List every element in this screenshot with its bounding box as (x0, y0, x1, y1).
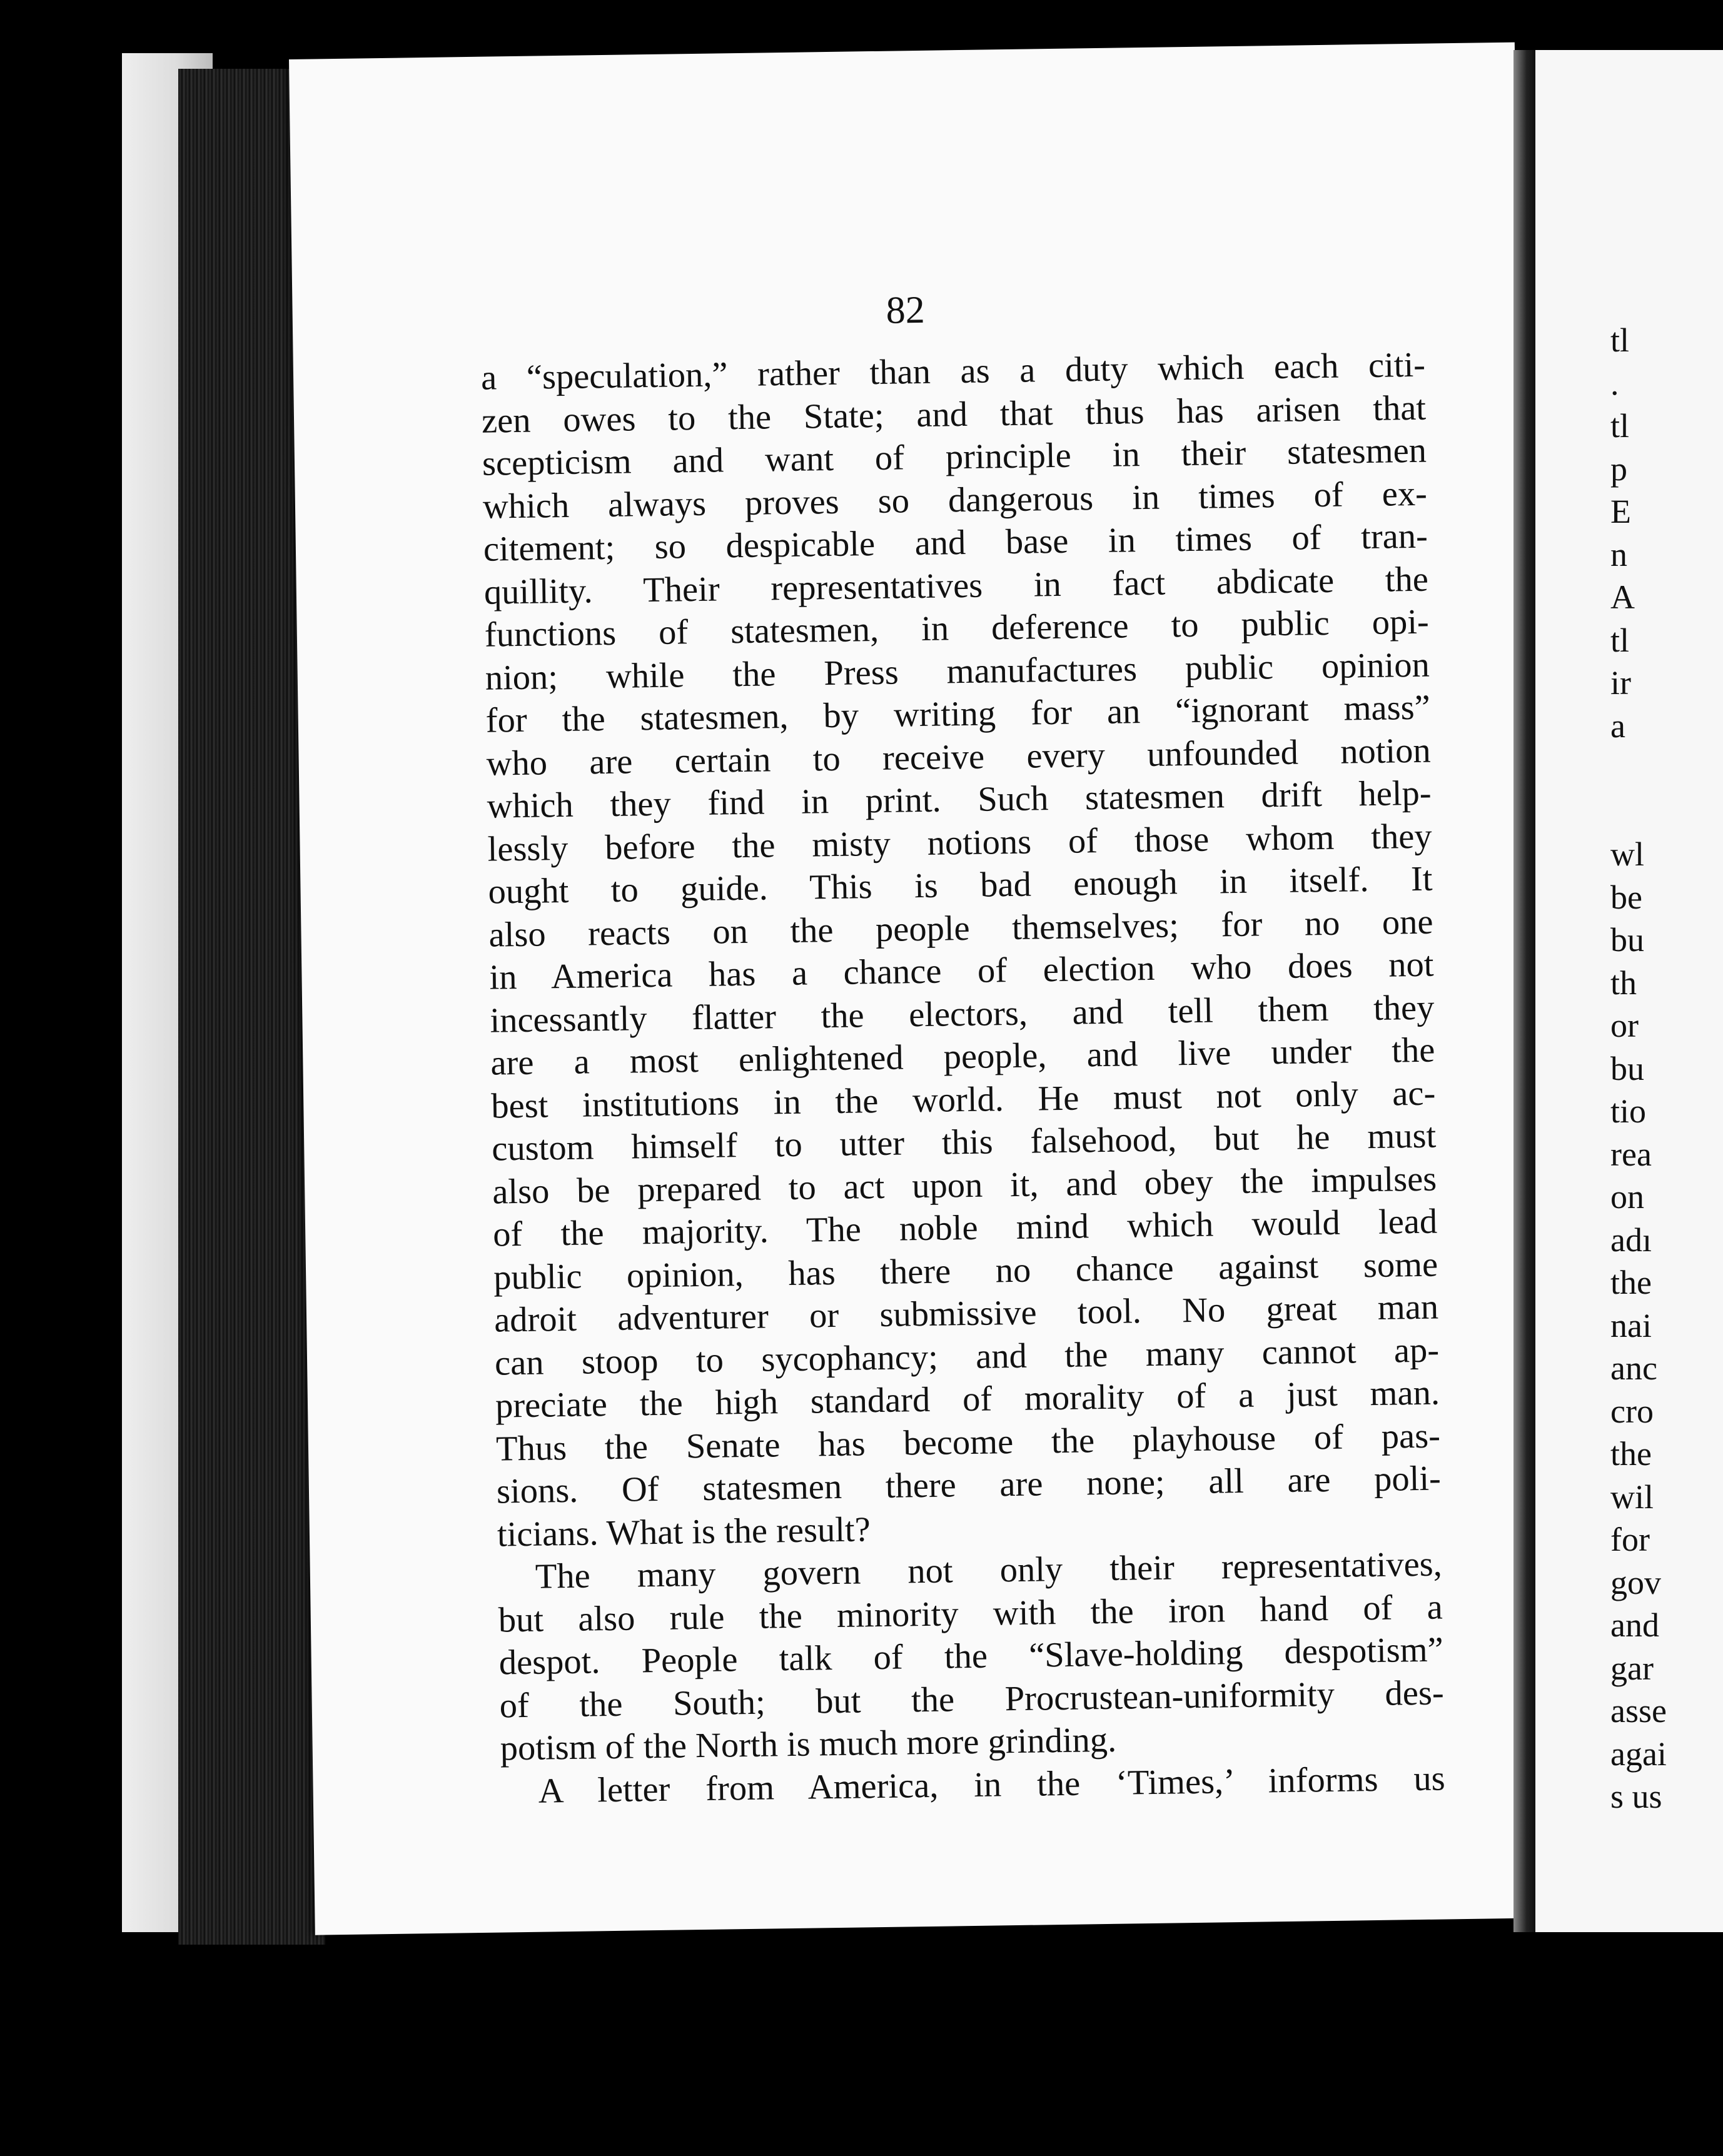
text-line: scepticism and want of principle in their statesmen (482, 431, 1427, 483)
text-line: for the statesmen, by writing for an “ignorant mass” (485, 688, 1431, 740)
text-line: adroit adventurer or submissive tool. No great man (493, 1287, 1439, 1340)
text-line: also reacts on the people themselves; for no one (488, 902, 1433, 955)
text-line: of the majority. The noble mind which would lead (492, 1202, 1438, 1254)
adjacent-fragment: a (1610, 707, 1625, 745)
adjacent-fragment: wil (1610, 1478, 1654, 1516)
text-line: which they find in print. Such statesmen drift help- (487, 773, 1432, 826)
text-line: A letter from America, in the ‘Times,’ informs us (538, 1758, 1445, 1811)
adjacent-fragment (1610, 790, 1667, 834)
adjacent-fragment: adı (1610, 1221, 1652, 1259)
adjacent-fragment: s us (1610, 1778, 1662, 1815)
text-line: but also rule the minority with the iron hand of a (498, 1587, 1443, 1640)
adjacent-fragment: gov (1610, 1563, 1661, 1601)
text-line: despot. People talk of the “Slave-holding despotism” (498, 1630, 1444, 1683)
text-line: functions of statesmen, in deference to public opi- (484, 602, 1430, 655)
adjacent-fragment: tio (1610, 1092, 1647, 1130)
text-line: ought to guide. This is bad enough in itself. It (488, 859, 1433, 912)
text-line: which always proves so dangerous in times of ex- (482, 474, 1428, 526)
adjacent-fragment: bu (1610, 1049, 1644, 1087)
text-line: ticians. What is the result? (497, 1509, 871, 1554)
adjacent-fragment: tl (1610, 407, 1630, 445)
adjacent-fragment: p (1610, 450, 1627, 488)
text-line: quillity. Their representatives in fact abdicate the (483, 560, 1429, 612)
adjacent-fragment: on (1610, 1178, 1644, 1216)
adjacent-fragment: be (1610, 878, 1642, 916)
text-line: a “speculation,” rather than as a duty which each citi- (480, 345, 1426, 398)
adjacent-fragment: A (1610, 578, 1635, 616)
adjacent-page (1535, 50, 1723, 1932)
adjacent-fragment: or (1610, 1007, 1639, 1044)
adjacent-fragment: nai (1610, 1306, 1652, 1344)
text-line: can stoop to sycophancy; and the many cannot ap- (494, 1331, 1440, 1383)
text-line: Thus the Senate has become the playhouse of pas- (495, 1416, 1441, 1469)
text-line: zen owes to the State; and that thus has arisen that (481, 388, 1427, 441)
adjacent-fragment: bu (1610, 921, 1644, 959)
adjacent-fragment: for (1610, 1521, 1650, 1558)
text-line: lessly before the misty notions of those whom they (487, 817, 1432, 869)
page-number: 82 (886, 288, 926, 332)
adjacent-fragment: anc (1610, 1349, 1657, 1387)
adjacent-fragment: tl (1610, 321, 1630, 359)
book-page (289, 43, 1541, 1935)
text-line: nion; while the Press manufactures public opinion (485, 645, 1430, 698)
adjacent-fragment: tl (1610, 621, 1630, 659)
gutter-shadow (1513, 50, 1535, 1932)
text-line: custom himself to utter this falsehood, but he must (491, 1116, 1437, 1169)
adjacent-fragment: E (1610, 493, 1631, 530)
text-line: preciate the high standard of morality of a just man. (495, 1373, 1440, 1426)
text-line: also be prepared to act upon it, and obey the impulses (492, 1159, 1437, 1212)
adjacent-fragment: the (1610, 1264, 1652, 1301)
text-line: sions. Of statesmen there are none; all are poli- (496, 1459, 1442, 1511)
adjacent-page-text (1610, 319, 1667, 1818)
adjacent-fragment: . (1610, 364, 1619, 402)
text-line: potism of the North is much more grinding. (500, 1720, 1117, 1768)
adjacent-fragment: agai (1610, 1735, 1667, 1773)
adjacent-fragment: gar (1610, 1649, 1654, 1687)
adjacent-fragment: asse (1610, 1692, 1667, 1730)
text-line: citement; so despicable and base in times of tran- (483, 516, 1428, 569)
adjacent-fragment: the (1610, 1435, 1652, 1473)
text-line: who are certain to receive every unfounded notion (486, 731, 1432, 783)
text-line: best institutions in the world. He must not only ac- (490, 1074, 1436, 1126)
adjacent-fragment: ir (1610, 664, 1631, 702)
text-line: incessantly flatter the electors, and tell them they (490, 988, 1435, 1040)
adjacent-fragment (1610, 747, 1667, 790)
adjacent-fragment: and (1610, 1606, 1659, 1644)
text-line: are a most enlightened people, and live under the (490, 1030, 1435, 1083)
text-line: in America has a chance of election who does not (489, 945, 1434, 997)
text-line: The many govern not only their representatives, (535, 1544, 1443, 1596)
adjacent-fragment: rea (1610, 1135, 1652, 1173)
text-line: of the South; but the Procrustean-uniformity des- (499, 1673, 1445, 1726)
adjacent-fragment: th (1610, 964, 1637, 1002)
page-body-text (481, 344, 1445, 1813)
text-line: public opinion, has there no chance against some (493, 1245, 1438, 1297)
adjacent-fragment: cro (1610, 1392, 1654, 1430)
adjacent-fragment: n (1610, 535, 1627, 573)
adjacent-fragment: wl (1610, 835, 1644, 873)
